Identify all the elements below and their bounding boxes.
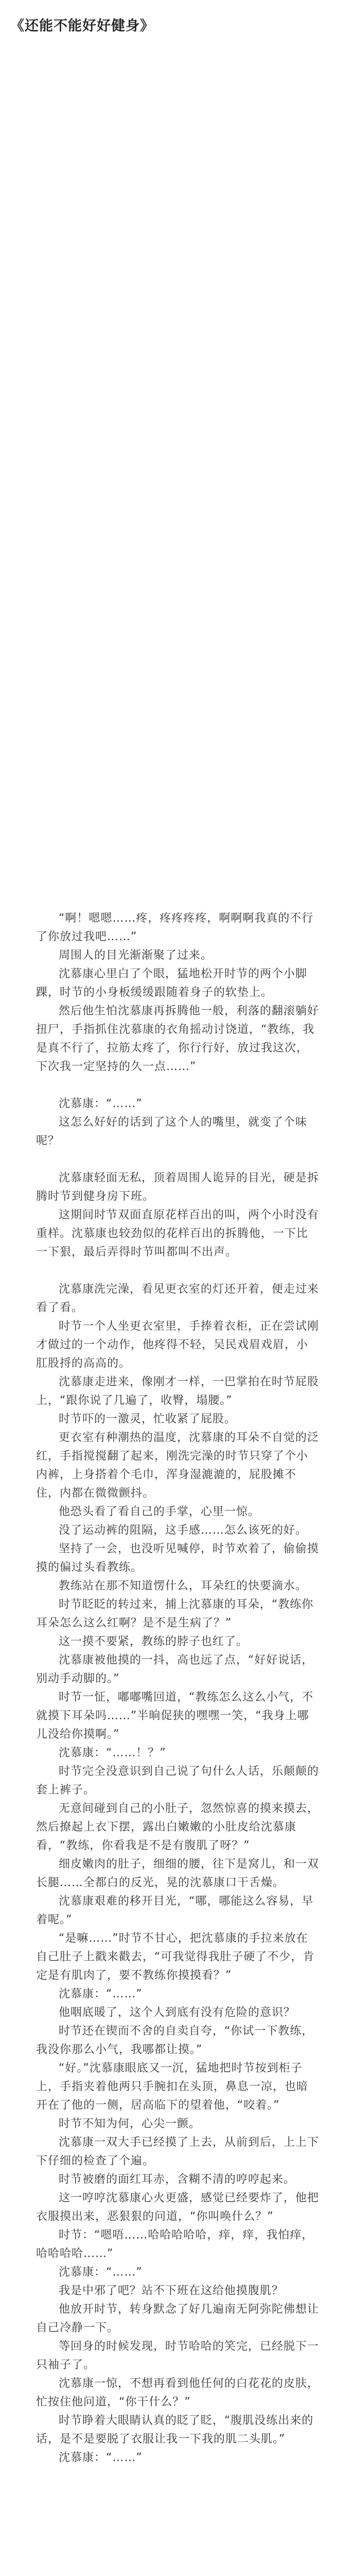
paragraph: 时节一怔，嘟嘟嘴回道，“教练怎么这么小气，不就摸下耳朵吗……”半晌促狭的嘿嘿一笑，“我身上哪儿没给你摸啊。” xyxy=(36,1691,314,1741)
paragraph: 时节一个人坐更衣室里，手捧着衣柜，正在尝试刚才做过的一个动作，他疼得不轻，吴民戏眉戏眉，小肛股捋的高高的。 xyxy=(36,1320,319,1370)
paragraph: 等回身的时候发现，时节哈哈的笑完，已经脱下一只袖子了。 xyxy=(36,2340,319,2371)
paragraph: 沈慕康心里白了个眼，猛地松开时节的两个小脚踝，时节的小身板缓缓跟随着身子的软垫上。 xyxy=(36,968,308,999)
paragraph: 周围人的目光渐渐聚了过来。 xyxy=(59,949,213,962)
paragraph: 这期间时节双面直原花样百出的叫，两个小时没有重样。沈慕康也较劲似的花样百出的拆腾他，一下比一下狠，最后弄得时节叫都叫不出声。 xyxy=(36,1209,319,1259)
paragraph: 沈慕康艰难的移开目光，“哪，哪能这么容易，早着呢。” xyxy=(36,1895,314,1926)
paragraph: 他咽底暖了，这个人到底有没有危险的意识？ xyxy=(59,2006,296,2019)
paragraph: 时节：“嗯唔……哈哈哈哈哈，痒，痒，我怕痒，哈哈哈哈……” xyxy=(36,2229,314,2260)
paragraph: 坚持了一会，也没听见喊停，时节欢着了，偷偷摸摸的偏过头看教练。 xyxy=(36,1543,319,1574)
document-title: 《还能不能好好健身》 xyxy=(10,18,154,34)
paragraph: “是嘛……”时节不甘心，把沈慕康的手拉来放在自己肚子上戳来戳去，“可我觉得我肚子硬了不少，肯定是有肌肉了，要不教练你摸摸看？” xyxy=(36,1932,315,1982)
paragraph: 沈慕康：“……” xyxy=(59,1988,143,2001)
paragraph: 无意间碰到自己的小肚子，忽然惊喜的摸来摸去，然后撩起上衣下摆，露出白嫩嫩的小肚皮给沈慕康看，“教练，你看我是不是有腹肌了呀？” xyxy=(36,1802,319,1852)
paragraph: “啊！嗯嗯……疼，疼疼疼疼，啊啊啊我真的不行了你放过我吧……” xyxy=(36,912,314,943)
paragraph: 他恐头看了看自己的手掌，心里一惊。 xyxy=(59,1505,260,1518)
paragraph: 时节吓的一激灵，忙收紧了屁股。 xyxy=(59,1413,237,1426)
paragraph: 沈慕康轻面无私，顶着周围人诡异的目光，硬是拆腾时节到健身房下班。 xyxy=(36,1172,319,1203)
paragraph: 沈慕康：“……” xyxy=(59,2451,143,2464)
paragraph: 沈慕康走进来，像刚才一样，一巴掌拍在时节屁股上，“跟你说了几遍了，收臀，塌腰。” xyxy=(36,1376,319,1407)
paragraph: 时节被磨的面红耳赤，含糊不清的哼哼起来。 xyxy=(59,2173,296,2186)
paragraph: 他放开时节，转身默念了好几遍南无阿弥陀佛想让自己冷静一下。 xyxy=(36,2303,319,2334)
paragraph: 细皮嫩肉的肚子，细细的腰，往下是窝儿，和一双长腿……全都白的反光，晃的沈慕康口干舌燥。 xyxy=(36,1858,319,1889)
paragraph: 这一哼哼沈慕康心火更盛，感觉已经要炸了，他把衣服摸出来，恶狠狠的问道，“你叫唤什么？” xyxy=(36,2192,319,2223)
paragraph: 沈慕康被他摸的一抖，高也远了点，“好好说话，别动手动脚的。” xyxy=(36,1654,314,1685)
paragraph: 时节睁着大眼睛认真的眨了眨，“腹肌没练出来的话，是不是要脱了衣服让我一下我的肌二头肌。” xyxy=(36,2414,314,2446)
paragraph: 我是中邪了吧？站不下班在这给他摸腹肌？ xyxy=(59,2284,284,2297)
document-body xyxy=(36,909,319,2467)
paragraph: 沈慕康一惊，不想再看到他任何的白花花的皮肤，忙按住他问道，“你干什么？” xyxy=(36,2377,319,2409)
paragraph: 时节完全没意识到自己说了句什么人话，乐颠颠的套上裤子。 xyxy=(36,1765,319,1797)
paragraph: 然后他生怕沈慕康再拆腾他一般，利落的翻滚躺好扭尸，手指抓住沈慕康的衣角摇动讨饶道，“教练，我是真不行了，拉筋太疼了，你行行好，放过我这次，下次我一定坚持的久一点……” xyxy=(36,1005,319,1073)
paragraph: 没了运动裤的阻隔，这手感……怎么该死的好。 xyxy=(59,1524,308,1537)
paragraph: 更衣室有种潮热的温度，沈慕康的耳朵不自觉的泛红，手指搅搅翻了起来，刚洗完澡的时节只穿了个小内裤，上身搭着个毛巾，浑身湿漉漉的，屁股摊不住，内都在微微颤抖。 xyxy=(36,1431,319,1500)
paragraph: 沈慕康：“……” xyxy=(59,2266,143,2279)
paragraph: 教练站在那不知道愣什么，耳朵红的快要滴水。 xyxy=(59,1580,308,1592)
paragraph: 时节不知为何，心尖一颤。 xyxy=(59,2117,201,2130)
paragraph: 时节眨眨的转过来，捕上沈慕康的耳朵，“教练你耳朵怎么这么红啊？是不是生病了？” xyxy=(36,1598,314,1630)
paragraph: 沈慕康一双大手已经摸了上去，从前到后，上上下下仔细的检查了个遍。 xyxy=(36,2136,319,2167)
paragraph: 时节还在锲而不舍的自卖自夸，“你试一下教练，我没你那么小气，我哪都让摸。” xyxy=(36,2025,314,2056)
paragraph: 这一摸不要紧，教练的脖子也红了。 xyxy=(59,1635,248,1648)
paragraph: “好。”沈慕康眼底又一沉，猛地把时节按到柜子上，手指夹着他两只手腕扣在头顶，鼻息一凉，也暗开在了他的一侧，居高临下的望着他，“咬着。” xyxy=(36,2062,309,2112)
paragraph: 这怎么好好的话到了这个人的嘴里，就变了个味呢？ xyxy=(36,1116,308,1147)
paragraph: 沈慕康：“……” xyxy=(59,1097,143,1110)
paragraph: 沈慕康洗完澡，看见更衣室的灯还开着，便走过来看了看。 xyxy=(36,1283,319,1314)
paragraph: 沈慕康：“……！？” xyxy=(59,1747,166,1759)
